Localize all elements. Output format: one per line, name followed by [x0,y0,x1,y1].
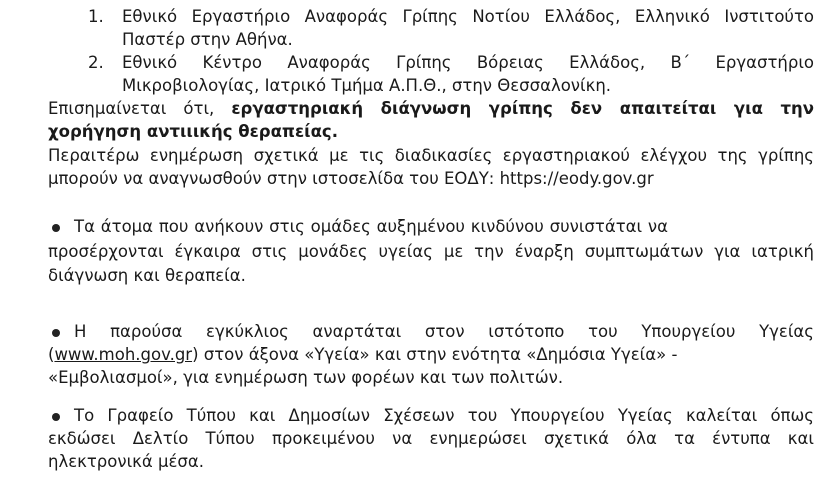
notice-prefix: Επισημαίνεται ότι, [48,99,215,118]
bullet-line [48,344,677,366]
list-item-line: Εθνικό Κέντρο Αναφοράς Γρίπης Βόρειας Ελλάδος, Β΄ Εργαστήριο [122,53,814,72]
list-item-line: Παστέρ στην Αθήνα. [122,30,293,49]
bullet-line-rest: ) στον άξονα «Υγεία» και στην ενότητα «Δημόσια Υγεία» - [192,345,678,364]
bullet-line: προσέρχονται έγκαιρα στις μονάδες υγείας με την έναρξη συμπτωμάτων για ιατρική [48,242,814,261]
bullet-icon [52,329,60,337]
list-number: 1. [88,7,104,26]
bullet-line: διάγνωση και θεραπεία. [48,266,246,285]
notice-bold-text: εργαστηριακή διάγνωση γρίπης δεν απαιτείται για την [231,99,814,118]
paren-open: ( [48,345,55,364]
moh-website-link[interactable]: www.moh.gov.gr [54,345,193,364]
bullet-line: Τα άτομα που ανήκουν στις ομάδες αυξημένου κινδύνου συνιστάται να [74,217,668,236]
bullet-line: εκδώσει Δελτίο Τύπου προκειμένου να ενημερώσει σχετικά όλα τα έντυπα και [48,429,814,448]
further-info-line: μπορούν να αναγνωσθούν στην ιστοσελίδα του ΕΟΔΥ: https://eody.gov.gr [48,169,654,188]
bullet-line: ηλεκτρονικά μέσα. [48,452,205,471]
notice-bold-text: χορήγηση αντιιικής θεραπείας. [48,122,338,141]
bullet-icon [52,224,60,232]
bullet-line: Η παρούσα εγκύκλιος αναρτάται στον ιστότοπο του Υπουργείου Υγείας [74,322,814,341]
notice-line [48,98,814,120]
list-item-line: Μικροβιολογίας, Ιατρικό Τμήμα Α.Π.Θ., στην Θεσσαλονίκη. [122,76,612,95]
bullet-icon [52,413,60,421]
bullet-line: «Εμβολιασμοί», για ενημέρωση των φορέων και των πολιτών. [48,368,564,387]
bullet-line: Το Γραφείο Τύπου και Δημοσίων Σχέσεων του Υπουργείου Υγείας καλείται όπως [74,406,814,425]
list-item-line: Εθνικό Εργαστήριο Αναφοράς Γρίπης Νοτίου Ελλάδος, Ελληνικό Ινστιτούτο [122,7,814,26]
list-number: 2. [88,53,104,72]
further-info-line: Περαιτέρω ενημέρωση σχετικά με τις διαδικασίες εργαστηριακού ελέγχου της γρίπης [48,146,814,165]
